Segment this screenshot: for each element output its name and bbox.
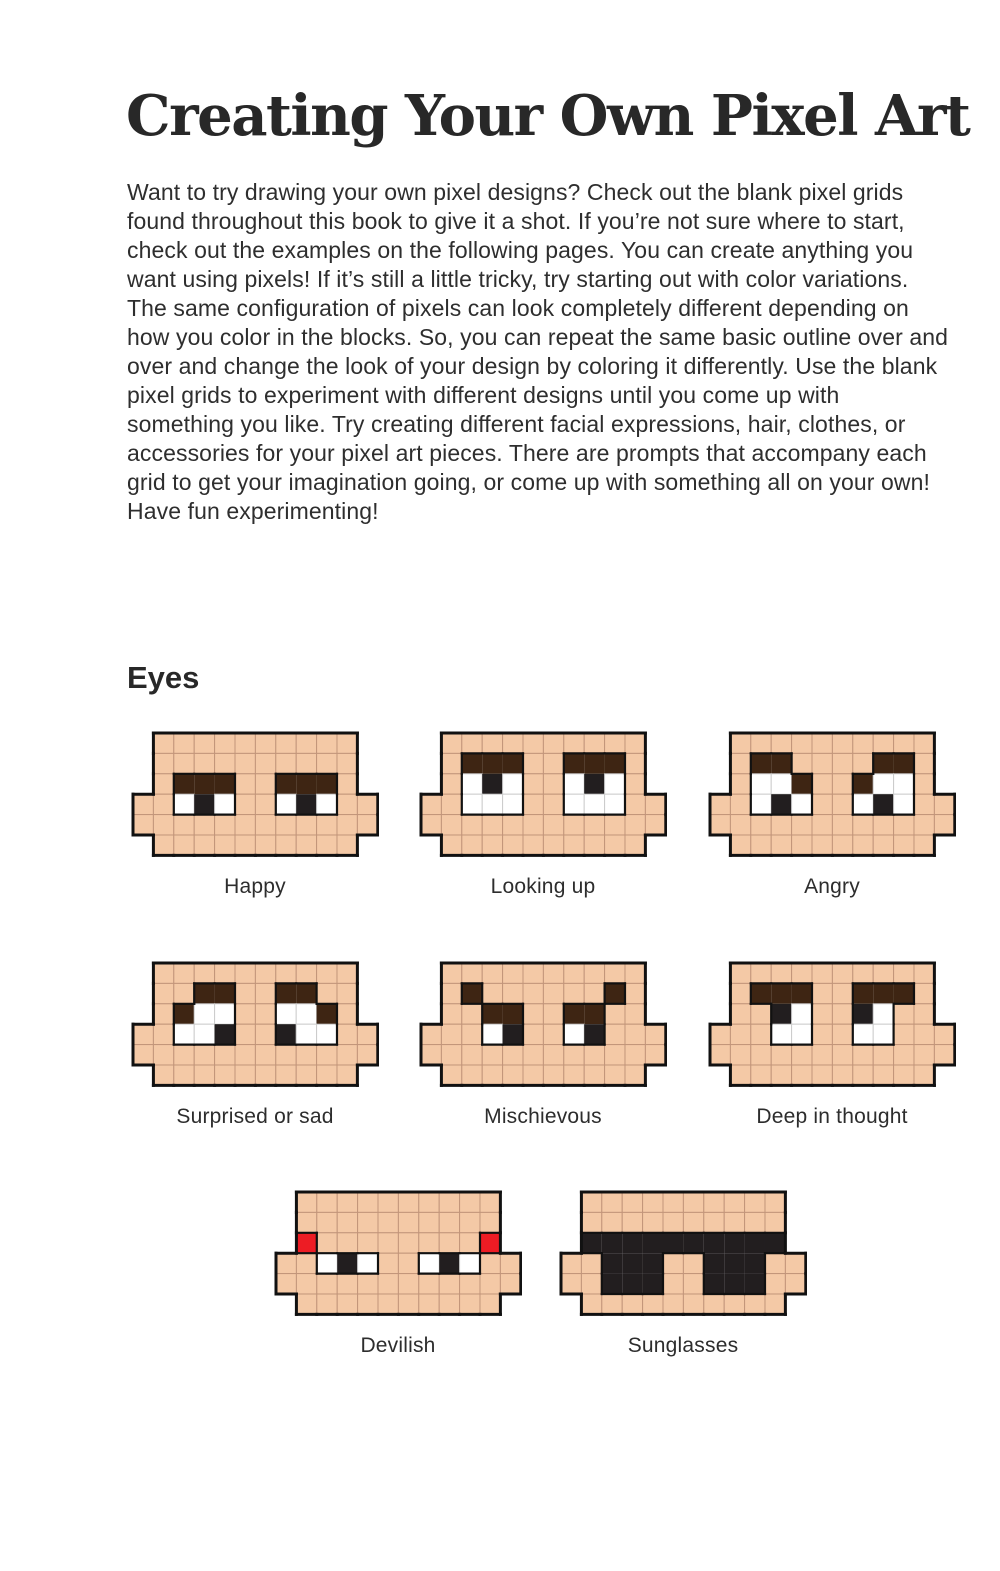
pixel-face-devilish [273, 1190, 523, 1358]
face-label-devilish: Devilish [360, 1334, 436, 1358]
deep-in-thought-pixel-grid [707, 961, 957, 1087]
pixel-face-mischievous [418, 961, 668, 1129]
face-label-angry: Angry [804, 875, 860, 899]
sunglasses-pixel-grid [558, 1190, 808, 1316]
pixel-face-angry [707, 731, 957, 899]
angry-pixel-grid [707, 731, 957, 857]
looking-up-pixel-grid [418, 731, 668, 857]
face-label-happy: Happy [224, 875, 286, 899]
pixel-face-happy [130, 731, 380, 899]
face-label-looking-up: Looking up [490, 875, 596, 899]
mischievous-pixel-grid [418, 961, 668, 1087]
page-title: Creating Your Own Pixel Art [126, 83, 970, 149]
section-heading-eyes: Eyes [127, 660, 200, 695]
face-label-surprised-or-sad: Surprised or sad [176, 1105, 334, 1129]
pixel-face-surprised-or-sad [130, 961, 380, 1129]
face-label-mischievous: Mischievous [484, 1105, 602, 1129]
pixel-face-deep-in-thought [707, 961, 957, 1129]
pixel-face-sunglasses [558, 1190, 808, 1358]
face-label-sunglasses: Sunglasses [627, 1334, 739, 1358]
happy-pixel-grid [130, 731, 380, 857]
pixel-face-looking-up [418, 731, 668, 899]
devilish-pixel-grid [273, 1190, 523, 1316]
intro-paragraph: Want to try drawing your own pixel designs? Check out the blank pixel grids found throughout this book to give it a shot. If you’re not sure where to start, check out the examples on the following pages. You can create anything you want using pixels! If it’s still a little tricky, try starting out with color variations. The same configuration of pixels can look completely different depending on how you color in the blocks. So, you can repeat the same basic outline over and over and change the look of your design by coloring it differently. Use the blank pixel grids to experiment with different designs until you come up with something you like. Try creating different facial expressions, hair, clothes, or accessories for your pixel art pieces. There are prompts that accompany each grid to get your imagination going, or come up with something all on your own! Have fun experimenting! [127, 179, 949, 524]
surprised-or-sad-pixel-grid [130, 961, 380, 1087]
face-label-deep-in-thought: Deep in thought [756, 1105, 908, 1129]
